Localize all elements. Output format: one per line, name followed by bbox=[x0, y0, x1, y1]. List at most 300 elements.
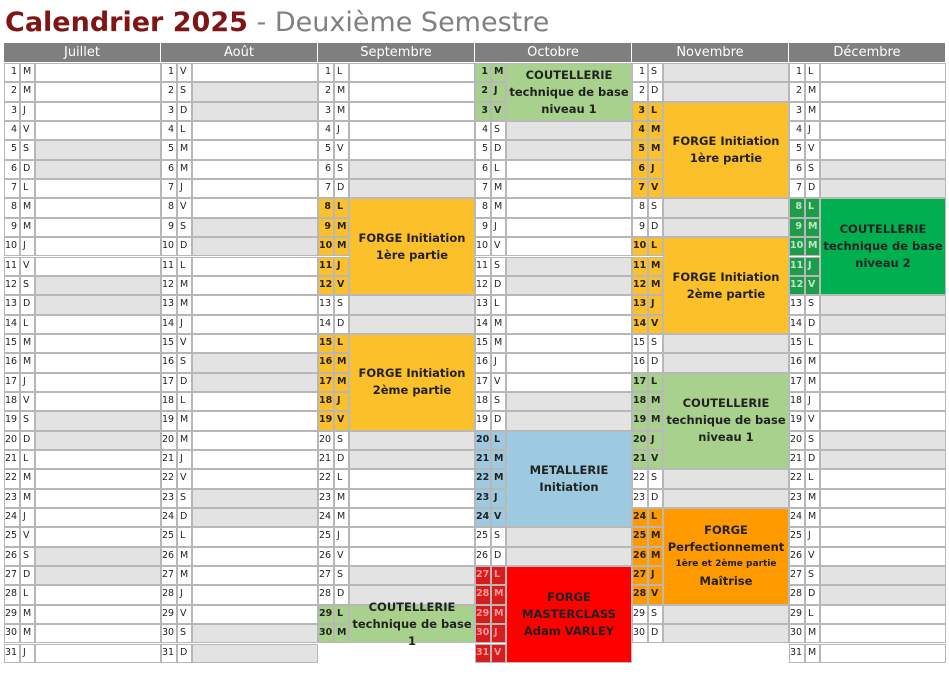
day-number: 26 bbox=[475, 547, 491, 566]
day-number: 30 bbox=[475, 624, 491, 643]
day-letter: L bbox=[491, 160, 506, 179]
day-letter: J bbox=[805, 527, 820, 546]
event-block bbox=[506, 566, 632, 663]
day-letter: M bbox=[491, 63, 506, 82]
day-cell bbox=[192, 353, 318, 372]
day-letter: M bbox=[334, 508, 349, 527]
day-number: 28 bbox=[632, 585, 648, 604]
day-letter: D bbox=[805, 450, 820, 469]
event-block bbox=[663, 237, 789, 334]
day-number: 25 bbox=[318, 527, 334, 546]
day-cell bbox=[663, 353, 789, 372]
day-letter: D bbox=[805, 315, 820, 334]
day-cell bbox=[192, 431, 318, 450]
day-number: 23 bbox=[789, 489, 805, 508]
day-letter: M bbox=[177, 431, 192, 450]
day-cell bbox=[506, 411, 632, 430]
day-letter: L bbox=[177, 257, 192, 276]
day-number: 29 bbox=[318, 605, 334, 624]
day-cell bbox=[349, 547, 475, 566]
day-number: 12 bbox=[475, 276, 491, 295]
day-letter: M bbox=[491, 198, 506, 217]
day-cell bbox=[820, 431, 946, 450]
day-number: 5 bbox=[161, 140, 177, 159]
day-number: 22 bbox=[161, 469, 177, 488]
day-number: 15 bbox=[4, 334, 20, 353]
day-letter: M bbox=[334, 237, 349, 256]
day-number: 9 bbox=[161, 218, 177, 237]
day-number: 14 bbox=[4, 315, 20, 334]
day-number: 7 bbox=[789, 179, 805, 198]
day-cell bbox=[35, 140, 161, 159]
day-number: 11 bbox=[4, 257, 20, 276]
month-header-4: Novembre bbox=[632, 43, 789, 62]
day-cell bbox=[192, 218, 318, 237]
event-line: niveau 1 bbox=[541, 101, 597, 116]
day-number: 13 bbox=[475, 295, 491, 314]
day-number: 25 bbox=[161, 527, 177, 546]
event-block bbox=[663, 508, 789, 605]
event-block bbox=[506, 431, 632, 528]
day-letter: M bbox=[177, 547, 192, 566]
day-cell bbox=[506, 218, 632, 237]
day-cell bbox=[506, 257, 632, 276]
day-cell bbox=[192, 315, 318, 334]
day-number: 27 bbox=[161, 566, 177, 585]
day-letter: M bbox=[648, 527, 663, 546]
day-letter: M bbox=[177, 160, 192, 179]
day-cell bbox=[349, 508, 475, 527]
day-number: 12 bbox=[4, 276, 20, 295]
day-number: 23 bbox=[632, 489, 648, 508]
day-number: 20 bbox=[318, 431, 334, 450]
day-cell bbox=[820, 334, 946, 353]
day-number: 22 bbox=[475, 469, 491, 488]
day-letter: D bbox=[20, 295, 35, 314]
day-letter: L bbox=[491, 566, 506, 585]
day-number: 5 bbox=[4, 140, 20, 159]
day-number: 17 bbox=[4, 373, 20, 392]
day-letter: J bbox=[334, 527, 349, 546]
day-number: 3 bbox=[475, 102, 491, 121]
day-letter: M bbox=[805, 644, 820, 663]
day-letter: D bbox=[491, 547, 506, 566]
day-number: 19 bbox=[789, 411, 805, 430]
day-letter: M bbox=[648, 121, 663, 140]
day-cell bbox=[820, 315, 946, 334]
day-letter: V bbox=[20, 257, 35, 276]
day-letter: L bbox=[491, 295, 506, 314]
day-number: 22 bbox=[318, 469, 334, 488]
day-letter: V bbox=[491, 373, 506, 392]
day-letter: M bbox=[805, 373, 820, 392]
day-number: 30 bbox=[318, 624, 334, 643]
day-number: 27 bbox=[632, 566, 648, 585]
day-cell bbox=[820, 102, 946, 121]
day-number: 19 bbox=[318, 411, 334, 430]
day-letter: S bbox=[334, 566, 349, 585]
day-number: 2 bbox=[475, 82, 491, 101]
day-number: 11 bbox=[161, 257, 177, 276]
day-number: 18 bbox=[318, 392, 334, 411]
day-letter: D bbox=[805, 585, 820, 604]
day-letter: M bbox=[20, 353, 35, 372]
day-number: 3 bbox=[318, 102, 334, 121]
day-number: 3 bbox=[632, 102, 648, 121]
day-cell bbox=[820, 140, 946, 159]
day-letter: D bbox=[177, 373, 192, 392]
day-number: 28 bbox=[4, 585, 20, 604]
day-cell bbox=[506, 160, 632, 179]
day-cell bbox=[663, 218, 789, 237]
day-number: 18 bbox=[475, 392, 491, 411]
day-letter: M bbox=[20, 469, 35, 488]
day-number: 12 bbox=[632, 276, 648, 295]
day-cell bbox=[349, 160, 475, 179]
day-letter: V bbox=[177, 469, 192, 488]
day-number: 2 bbox=[632, 82, 648, 101]
event-line: Perfectionnement bbox=[667, 540, 785, 555]
day-letter: L bbox=[648, 102, 663, 121]
day-cell bbox=[663, 198, 789, 217]
day-number: 7 bbox=[632, 179, 648, 198]
day-letter: M bbox=[805, 508, 820, 527]
day-cell bbox=[192, 489, 318, 508]
day-cell bbox=[820, 160, 946, 179]
day-number: 1 bbox=[161, 63, 177, 82]
day-number: 1 bbox=[789, 63, 805, 82]
day-letter: L bbox=[20, 179, 35, 198]
month-header-0: Juillet bbox=[4, 43, 161, 62]
day-number: 18 bbox=[789, 392, 805, 411]
day-number: 19 bbox=[475, 411, 491, 430]
day-cell bbox=[35, 450, 161, 469]
day-cell bbox=[192, 508, 318, 527]
day-letter: J bbox=[334, 121, 349, 140]
day-number: 4 bbox=[789, 121, 805, 140]
event-block bbox=[349, 334, 475, 431]
day-letter: L bbox=[20, 450, 35, 469]
day-number: 14 bbox=[789, 315, 805, 334]
day-number: 4 bbox=[161, 121, 177, 140]
day-cell bbox=[192, 82, 318, 101]
day-letter: M bbox=[177, 295, 192, 314]
day-letter: M bbox=[20, 334, 35, 353]
day-letter: M bbox=[334, 82, 349, 101]
day-number: 16 bbox=[161, 353, 177, 372]
day-letter: J bbox=[491, 624, 506, 643]
day-letter: M bbox=[491, 315, 506, 334]
day-letter: L bbox=[177, 392, 192, 411]
day-cell bbox=[349, 295, 475, 314]
day-cell bbox=[349, 566, 475, 585]
day-letter: J bbox=[334, 392, 349, 411]
day-cell bbox=[349, 63, 475, 82]
day-number: 20 bbox=[632, 431, 648, 450]
day-number: 1 bbox=[632, 63, 648, 82]
day-cell bbox=[192, 276, 318, 295]
day-letter: L bbox=[805, 198, 820, 217]
day-number: 8 bbox=[161, 198, 177, 217]
day-cell bbox=[35, 547, 161, 566]
day-letter: D bbox=[648, 353, 663, 372]
day-cell bbox=[35, 469, 161, 488]
day-cell bbox=[192, 585, 318, 604]
day-number: 8 bbox=[318, 198, 334, 217]
day-cell bbox=[820, 644, 946, 663]
day-cell bbox=[192, 392, 318, 411]
day-number: 12 bbox=[161, 276, 177, 295]
day-letter: S bbox=[334, 160, 349, 179]
day-cell bbox=[506, 527, 632, 546]
day-number: 31 bbox=[789, 644, 805, 663]
day-cell bbox=[192, 102, 318, 121]
day-cell bbox=[35, 334, 161, 353]
day-number: 22 bbox=[4, 469, 20, 488]
day-letter: L bbox=[805, 63, 820, 82]
day-number: 9 bbox=[475, 218, 491, 237]
day-cell bbox=[192, 527, 318, 546]
event-text bbox=[509, 67, 628, 118]
event-block bbox=[820, 198, 946, 295]
day-cell bbox=[506, 295, 632, 314]
day-number: 30 bbox=[632, 624, 648, 643]
day-letter: D bbox=[177, 644, 192, 663]
event-block bbox=[663, 102, 789, 199]
day-cell bbox=[192, 237, 318, 256]
day-number: 21 bbox=[161, 450, 177, 469]
day-cell bbox=[35, 644, 161, 663]
day-cell bbox=[192, 63, 318, 82]
day-letter: M bbox=[20, 218, 35, 237]
day-number: 16 bbox=[4, 353, 20, 372]
day-number: 16 bbox=[475, 353, 491, 372]
day-letter: M bbox=[334, 218, 349, 237]
day-letter: L bbox=[334, 63, 349, 82]
day-number: 24 bbox=[4, 508, 20, 527]
day-letter: S bbox=[805, 431, 820, 450]
day-cell bbox=[35, 257, 161, 276]
day-number: 6 bbox=[632, 160, 648, 179]
day-letter: V bbox=[648, 179, 663, 198]
day-cell bbox=[192, 179, 318, 198]
day-number: 28 bbox=[789, 585, 805, 604]
day-letter: M bbox=[334, 624, 349, 643]
day-cell bbox=[820, 566, 946, 585]
day-number: 3 bbox=[789, 102, 805, 121]
event-text bbox=[522, 589, 616, 640]
day-cell bbox=[663, 82, 789, 101]
day-letter: V bbox=[177, 63, 192, 82]
day-letter: M bbox=[177, 566, 192, 585]
day-number: 16 bbox=[632, 353, 648, 372]
day-letter: L bbox=[805, 334, 820, 353]
event-text bbox=[673, 133, 780, 167]
day-letter: J bbox=[491, 489, 506, 508]
day-cell bbox=[35, 179, 161, 198]
day-cell bbox=[35, 121, 161, 140]
day-letter: V bbox=[648, 450, 663, 469]
day-number: 12 bbox=[318, 276, 334, 295]
day-cell bbox=[192, 644, 318, 663]
day-letter: M bbox=[20, 63, 35, 82]
day-number: 6 bbox=[475, 160, 491, 179]
day-number: 6 bbox=[4, 160, 20, 179]
day-number: 9 bbox=[632, 218, 648, 237]
day-letter: S bbox=[491, 121, 506, 140]
day-letter: J bbox=[648, 160, 663, 179]
day-number: 25 bbox=[4, 527, 20, 546]
day-number: 18 bbox=[632, 392, 648, 411]
day-number: 8 bbox=[789, 198, 805, 217]
day-number: 14 bbox=[475, 315, 491, 334]
day-cell bbox=[506, 237, 632, 256]
day-number: 12 bbox=[789, 276, 805, 295]
month-header-3: Octobre bbox=[475, 43, 632, 62]
day-number: 30 bbox=[4, 624, 20, 643]
day-cell bbox=[35, 237, 161, 256]
day-cell bbox=[349, 450, 475, 469]
day-cell bbox=[35, 295, 161, 314]
day-number: 7 bbox=[475, 179, 491, 198]
day-number: 28 bbox=[318, 585, 334, 604]
day-letter: V bbox=[805, 547, 820, 566]
day-letter: L bbox=[491, 431, 506, 450]
day-cell bbox=[820, 624, 946, 643]
day-number: 10 bbox=[475, 237, 491, 256]
day-number: 5 bbox=[632, 140, 648, 159]
day-letter: J bbox=[177, 450, 192, 469]
day-number: 28 bbox=[475, 585, 491, 604]
day-number: 10 bbox=[632, 237, 648, 256]
day-cell bbox=[820, 353, 946, 372]
event-text bbox=[673, 269, 780, 303]
day-cell bbox=[663, 624, 789, 643]
day-letter: S bbox=[648, 63, 663, 82]
day-cell bbox=[35, 605, 161, 624]
day-number: 7 bbox=[4, 179, 20, 198]
day-letter: L bbox=[177, 121, 192, 140]
day-cell bbox=[820, 373, 946, 392]
day-letter: M bbox=[334, 489, 349, 508]
day-number: 13 bbox=[632, 295, 648, 314]
event-line: 1ère partie bbox=[689, 151, 763, 166]
event-text bbox=[530, 462, 609, 496]
day-cell bbox=[192, 140, 318, 159]
day-letter: M bbox=[334, 373, 349, 392]
event-line: niveau 2 bbox=[855, 256, 911, 271]
day-letter: M bbox=[491, 334, 506, 353]
day-number: 24 bbox=[318, 508, 334, 527]
day-letter: M bbox=[805, 353, 820, 372]
day-letter: M bbox=[805, 624, 820, 643]
day-number: 22 bbox=[632, 469, 648, 488]
event-line: Maîtrise bbox=[699, 574, 753, 589]
day-cell bbox=[820, 527, 946, 546]
day-letter: V bbox=[177, 334, 192, 353]
day-letter: S bbox=[491, 392, 506, 411]
day-cell bbox=[820, 179, 946, 198]
day-letter: L bbox=[20, 315, 35, 334]
event-line: Adam VARLEY bbox=[523, 623, 615, 638]
day-cell bbox=[820, 547, 946, 566]
event-block bbox=[506, 63, 632, 121]
day-number: 14 bbox=[161, 315, 177, 334]
day-cell bbox=[820, 450, 946, 469]
day-letter: D bbox=[648, 82, 663, 101]
day-letter: J bbox=[177, 315, 192, 334]
day-number: 25 bbox=[789, 527, 805, 546]
day-number: 3 bbox=[4, 102, 20, 121]
day-number: 1 bbox=[318, 63, 334, 82]
event-line: COUTELLERIE bbox=[525, 67, 613, 82]
day-letter: S bbox=[805, 566, 820, 585]
event-text bbox=[352, 599, 472, 650]
day-letter: V bbox=[177, 198, 192, 217]
day-cell bbox=[820, 605, 946, 624]
day-letter: M bbox=[20, 198, 35, 217]
day-number: 11 bbox=[318, 257, 334, 276]
day-cell bbox=[35, 411, 161, 430]
day-number: 15 bbox=[161, 334, 177, 353]
day-cell bbox=[192, 160, 318, 179]
day-letter: J bbox=[648, 295, 663, 314]
day-number: 15 bbox=[632, 334, 648, 353]
day-cell bbox=[820, 295, 946, 314]
day-letter: S bbox=[648, 605, 663, 624]
day-letter: J bbox=[177, 179, 192, 198]
day-cell bbox=[506, 334, 632, 353]
day-number: 26 bbox=[318, 547, 334, 566]
day-number: 14 bbox=[318, 315, 334, 334]
month-header-1: Août bbox=[161, 43, 318, 62]
day-letter: M bbox=[20, 489, 35, 508]
day-cell bbox=[820, 82, 946, 101]
day-letter: M bbox=[491, 585, 506, 604]
event-line: 2ème partie bbox=[686, 286, 766, 301]
event-line: Initiation bbox=[539, 480, 599, 495]
day-number: 18 bbox=[161, 392, 177, 411]
day-cell bbox=[35, 624, 161, 643]
day-letter: M bbox=[805, 102, 820, 121]
day-cell bbox=[820, 411, 946, 430]
day-cell bbox=[35, 276, 161, 295]
day-number: 4 bbox=[475, 121, 491, 140]
day-cell bbox=[192, 450, 318, 469]
day-number: 13 bbox=[4, 295, 20, 314]
day-number: 13 bbox=[789, 295, 805, 314]
page-title bbox=[5, 5, 549, 41]
day-letter: M bbox=[491, 605, 506, 624]
day-number: 23 bbox=[318, 489, 334, 508]
day-letter: V bbox=[334, 411, 349, 430]
event-line: technique de base 1 bbox=[352, 616, 472, 648]
day-letter: V bbox=[648, 585, 663, 604]
day-letter: D bbox=[334, 450, 349, 469]
day-number: 11 bbox=[475, 257, 491, 276]
day-cell bbox=[820, 508, 946, 527]
day-letter: D bbox=[805, 179, 820, 198]
day-letter: D bbox=[491, 140, 506, 159]
day-number: 10 bbox=[789, 237, 805, 256]
day-cell bbox=[35, 373, 161, 392]
day-cell bbox=[192, 411, 318, 430]
day-letter: D bbox=[491, 411, 506, 430]
day-number: 7 bbox=[161, 179, 177, 198]
day-letter: L bbox=[177, 527, 192, 546]
day-cell bbox=[192, 605, 318, 624]
event-line: COUTELLERIE bbox=[839, 222, 927, 237]
